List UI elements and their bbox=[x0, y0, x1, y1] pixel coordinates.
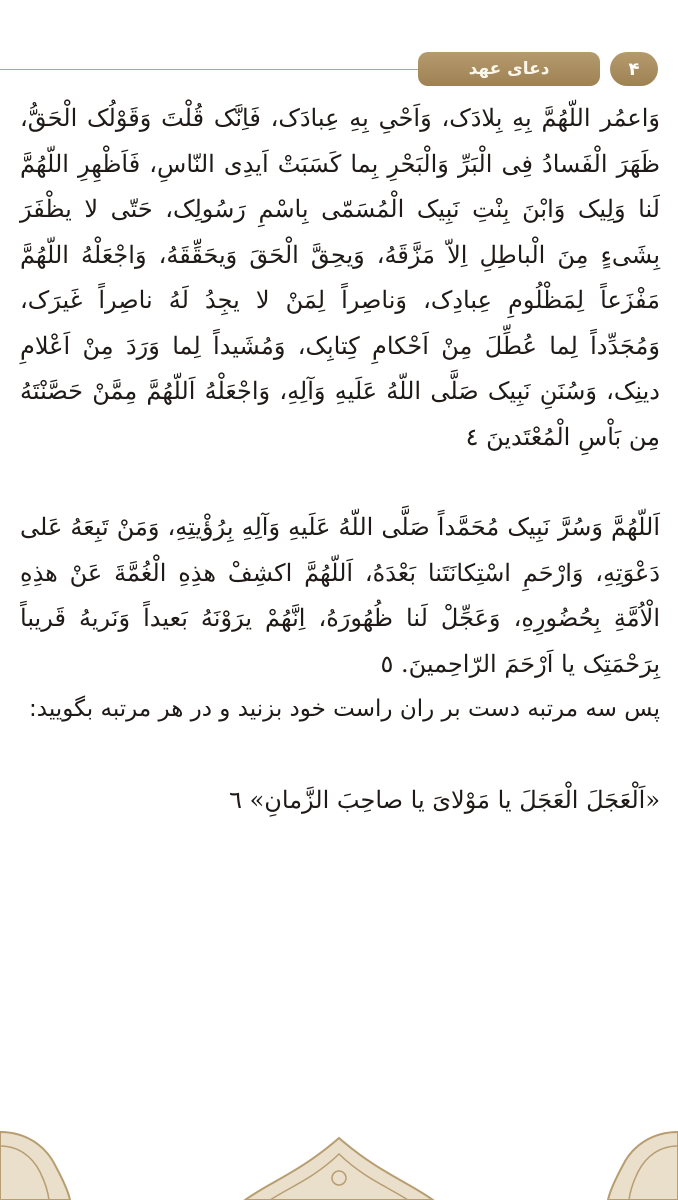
ornament-right-corner bbox=[608, 1132, 678, 1200]
page-number-badge bbox=[610, 52, 658, 86]
page-number: ۴ bbox=[628, 58, 640, 80]
prayer-paragraph-2: اَللّهُمَّ وَسُرَّ نَبِیک مُحَمَّداً صَلَّی اللّهُ عَلَیهِ وَآلِهِ بِرُؤْیتِهِ، وَمَنْ تَبِعَهُ عَلی دَعْوَتِهِ، وَارْحَمِ اسْتِکانَتَنا بَعْدَهُ، اَللّهُمَّ اکشِفْ هذِهِ الْغُمَّةَ عَنْ هذِهِ الْاُمَّةِ بِحُضُورِهِ، وَعَجِّلْ لَنا ظُهُورَهُ، اِنَّهُمْ یرَوْنَهُ بَعیداً وَنَریهُ قَریباً بِرَحْمَتِک یا اَرْحَمَ الرّاحِمینَ. ٥ bbox=[20, 513, 661, 678]
arabesque-ornament-icon bbox=[0, 1120, 678, 1200]
section-title: دعای عهد bbox=[468, 59, 550, 79]
prayer-paragraph-1: وَاعمُر اللّهُمَّ بِهِ بِلادَک، وَاَحْیِ بِهِ عِبادَک، فَاِنَّک قُلْتَ وَقَوْلُک الْحَقُّ، ظَهَرَ الْفَسادُ فِی الْبَرِّ وَالْبَحْرِ بِما کَسَبَتْ اَیدِی النّاسِ، فَاَظْهِرِ اللّهُمَّ لَنا وَلِیک وَابْنَ بِنْتِ نَبِیک الْمُسَمّی بِاسْمِ رَسُولِک، حَتّی لا یظْفَرَ بِشَیءٍ مِنَ الْباطِلِ اِلاّ مَزَّقَهُ، وَیحِقَّ الْحَقَ وَیحَقِّقَهُ، وَاجْعَلْهُ اللّهُمَّ مَفْزَعاً لِمَظْلُومِ عِبادِک، وَناصِراً لِمَنْ لا یجِدُ لَهُ ناصِراً غَیرَک، وَمُجَدِّداً لِما عُطِّلَ مِنْ اَحْکامِ کِتابِک، وَمُشَیداً لِما وَرَدَ مِنْ اَعْلامِ دینِک، وَسُنَنِ نَبِیک صَلَّی اللّهُ عَلَیهِ وَآلِهِ، وَاجْعَلْهُ اَللّهُمَّ مِمَّنْ حَصَّنْتَهُ مِن بَاْسِ الْمُعْتَدینَ ٤ bbox=[20, 104, 660, 451]
instruction-text: پس سه مرتبه دست بر ران راست خود بزنید و در هر مرتبه بگویید: bbox=[29, 696, 660, 722]
closing-invocation: «اَلْعَجَلَ الْعَجَلَ یا مَوْلایَ یا صاحِبَ الزَّمانِ» ٦ bbox=[229, 785, 660, 814]
ornament-left-corner bbox=[0, 1132, 70, 1200]
prayer-text-body bbox=[20, 96, 660, 823]
ornament-center-dome bbox=[245, 1138, 433, 1200]
page-header bbox=[0, 50, 678, 88]
paragraph-spacer bbox=[20, 733, 660, 778]
paragraph-spacer bbox=[20, 460, 660, 505]
section-title-label bbox=[418, 52, 600, 86]
header-divider-line bbox=[0, 69, 430, 70]
